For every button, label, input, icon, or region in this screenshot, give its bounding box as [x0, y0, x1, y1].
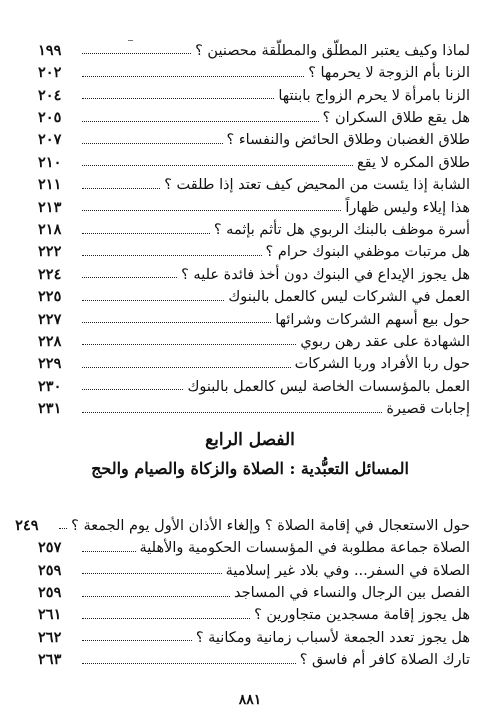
toc-entry-title: هل يجوز الإيداع في البنوك دون أخذ فائدة عليه ؟: [181, 266, 470, 283]
dot-leader: [82, 412, 382, 413]
dot-leader: [82, 165, 353, 166]
toc-entry: [38, 260, 470, 282]
toc-entry: [38, 81, 470, 103]
dot-leader: [82, 233, 210, 234]
toc-entry: [38, 126, 470, 148]
toc-entry-page: ٢١٨: [38, 221, 62, 239]
toc-entry-title: هل يقع طلاق السكران ؟: [322, 110, 470, 127]
toc-entry-title: طلاق المكره لا يقع: [356, 154, 470, 171]
toc-entry-title: العمل في الشركات ليس كالعمل بالبنوك: [228, 289, 470, 306]
dot-leader: [82, 76, 304, 77]
toc-entry: [38, 193, 470, 215]
toc-entry: [38, 394, 470, 416]
toc-entry-title: حول الاستعجال في إقامة الصلاة ؟ وإلغاء الأذان الأول يوم الجمعة ؟: [71, 517, 470, 534]
toc-entry-page: ٢٥٩: [38, 584, 62, 602]
toc-entry-page: ٢١٣: [38, 198, 62, 216]
toc-entry: [38, 282, 470, 304]
toc-entry-page: ٢٢٧: [38, 310, 62, 328]
toc-entry-page: ٢٦٣: [38, 651, 62, 669]
dot-leader: [82, 210, 341, 211]
dot-leader: [59, 528, 67, 529]
toc-entry-title: الزنا بامرأة لا يحرم الزواج بابنتها: [278, 87, 470, 104]
toc-entry-page: ٢٣٠: [38, 377, 62, 395]
dot-leader: [82, 618, 250, 619]
toc-entry: [38, 372, 470, 394]
toc-entry-page: ٢٢٤: [38, 265, 62, 283]
toc-entry-page: ٢٥٧: [38, 539, 62, 557]
dot-leader: [82, 188, 160, 189]
toc-list-part2: [15, 511, 470, 669]
toc-entry-page: ٢١٠: [38, 153, 62, 171]
toc-entry-title: حول ربا الأفراد وربا الشركات: [294, 356, 470, 373]
dot-leader: [82, 573, 222, 574]
toc-entry: [38, 58, 470, 80]
toc-entry: [38, 238, 470, 260]
page-number: ٨٨١: [238, 692, 262, 708]
dot-leader: [82, 322, 271, 323]
dot-leader: [82, 143, 223, 144]
toc-entry-title: هل مرتبات موظفي البنوك حرام ؟: [265, 244, 470, 261]
toc-entry: [38, 36, 470, 58]
toc-entry-page: ٢٠٤: [38, 86, 62, 104]
toc-entry-title: العمل بالمؤسسات الخاصة ليس كالعمل بالبنوك: [187, 378, 470, 395]
chapter-title: المسائل التعبُّدية : الصلاة والزكاة والصيام والحج: [91, 459, 409, 478]
toc-entry-page: ٢٤٩: [15, 516, 39, 534]
toc-entry-title: الصلاة في السفر... وفي بلاد غير إسلامية: [225, 562, 470, 579]
toc-entry: [38, 305, 470, 327]
toc-entry: [15, 511, 470, 534]
toc-entry-title: هذا إيلاء وليس ظهاراً: [345, 199, 470, 216]
toc-entry-page: ٢٢٢: [38, 243, 62, 261]
toc-entry-page: ٢٢٥: [38, 288, 62, 306]
toc-entry-title: الفصل بين الرجال والنساء في المساجد: [234, 585, 470, 602]
dot-leader: [82, 53, 191, 54]
dot-leader: [82, 367, 291, 368]
toc-entry-page: ٢٥٩: [38, 561, 62, 579]
toc-entry-page: ٢٠٢: [38, 64, 62, 82]
toc-entry: [38, 103, 470, 125]
dot-leader: [82, 300, 224, 301]
dot-leader: [82, 389, 183, 390]
toc-entry-title: حول بيع أسهم الشركات وشرائها: [275, 311, 470, 328]
chapter-number: الفصل الرابع: [205, 430, 295, 450]
toc-entry-title: الشابة إذا يئست من المحيض كيف تعتد إذا طلقت ؟: [164, 177, 470, 194]
toc-entry-title: هل يجوز تعدد الجمعة لأسباب زمانية ومكانية ؟: [195, 629, 470, 646]
toc-entry: [38, 601, 470, 623]
dot-leader: [82, 98, 274, 99]
toc-entry-page: ٢٦١: [38, 606, 62, 624]
toc-entry-page: ٢٦٢: [38, 628, 62, 646]
dot-leader: [82, 277, 177, 278]
dot-leader: [82, 640, 192, 641]
toc-entry-page: ٢٠٧: [38, 131, 62, 149]
toc-entry-title: طلاق الغضبان وطلاق الحائض والنفساء ؟: [226, 132, 470, 149]
toc-entry-title: إجابات قصيرة: [386, 401, 470, 418]
toc-entry-page: ٢١١: [38, 176, 62, 194]
dot-leader: [82, 596, 230, 597]
dot-leader: [82, 551, 136, 552]
toc-entry-page: ١٩٩: [38, 41, 62, 59]
toc-entry: [38, 215, 470, 237]
toc-entry-page: ٢٣١: [38, 400, 62, 418]
toc-entry: [38, 623, 470, 645]
toc-entry-title: هل يجوز إقامة مسجدين متجاورين ؟: [254, 607, 470, 624]
toc-entry-title: أسرة موظف بالبنك الربوي هل تأثم بإثمه ؟: [213, 222, 470, 239]
toc-entry: [38, 556, 470, 578]
toc-entry-title: تارك الصلاة كافر أم فاسق ؟: [299, 652, 470, 669]
toc-entry: [38, 148, 470, 170]
dot-leader: [82, 663, 296, 664]
toc-entry-title: لماذا وكيف يعتبر المطلّق والمطلّقة محصنين ؟: [195, 42, 470, 59]
toc-entry-page: ٢٢٨: [38, 332, 62, 350]
toc-entry-title: الشهادة على عقد رهن ربوي: [300, 333, 470, 350]
dot-leader: [82, 121, 319, 122]
toc-entry: [38, 578, 470, 600]
toc-entry-page: ٢٢٩: [38, 355, 62, 373]
dot-leader: [82, 344, 296, 345]
toc-entry: [38, 170, 470, 192]
toc-entry: [38, 645, 470, 667]
toc-entry-title: الصلاة جماعة مطلوبة في المؤسسات الحكومية والأهلية: [139, 540, 470, 557]
toc-entry: [38, 533, 470, 555]
toc-list-part1: [38, 36, 470, 417]
toc-entry-title: الزنا بأم الزوجة لا يحرمها ؟: [308, 65, 470, 82]
toc-entry: [38, 349, 470, 371]
toc-entry-page: ٢٠٥: [38, 109, 62, 127]
dot-leader: [82, 255, 262, 256]
toc-entry: [38, 327, 470, 349]
